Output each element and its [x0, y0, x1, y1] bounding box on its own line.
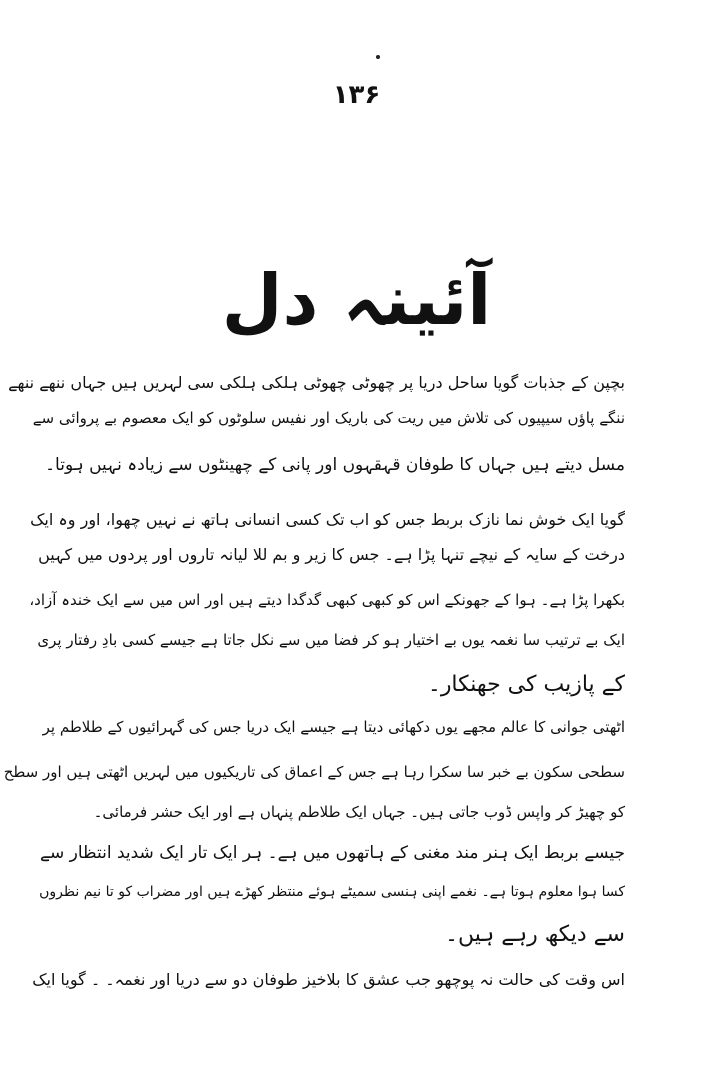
page-number: ۱۳۶ [332, 80, 381, 110]
text-line: جیسے بربط ایک ہنر مند مغنی کے ہاتھوں میں ہے۔ ہر ایک تار ایک شدید انتظار سے [40, 843, 625, 863]
text-line: سطحی سکون بے خبر سا سکرا رہا ہے جس کے اعماق کی تاریکیوں میں لہریں اٹھتی ہیں اور سطح [3, 763, 625, 781]
text-line: کو چھیڑ کر واپس ڈوب جاتی ہیں۔ جہاں ایک طلاطم پنہاں ہے اور ایک حشر فرمائی۔ [93, 803, 625, 821]
text-line: اٹھتی جوانی کا عالم مجھے یوں دکھائی دیتا ہے جیسے ایک دریا جس کی گہرائیوں کے طلاطم پر [42, 718, 625, 736]
text-line: ایک بے ترتیب سا نغمہ یوں بے اختیار ہو کر فضا میں سے نکل جاتا ہے جیسے کسی بادِ رفتار پری [37, 631, 625, 649]
text-line: کسا ہوا معلوم ہوتا ہے۔ نغمے اپنی ہنسی سمیٹے ہوئے منتظر کھڑے ہیں اور مضراب کو تا نیم نظروں [39, 884, 625, 900]
text-line: بچپن کے جذبات گویا ساحل دریا پر چھوٹی چھوٹی ہلکی ہلکی سی لہریں ہیں جہاں ننھے ننھے [8, 373, 625, 392]
text-line: مسل دیتے ہیں جہاں کا طوفان قہقہوں اور پانی کے چھینٹوں سے زیادہ نہیں ہوتا۔ [45, 455, 625, 475]
text-line: بکھرا پڑا ہے۔ ہوا کے جھونکے اس کو کبھی کبھی گدگدا دیتے ہیں اور اس میں سے ایک خندہ آزاد، [29, 591, 625, 609]
text-line: سے دیکھ رہے ہیں۔ [445, 922, 625, 947]
chapter-title: آئینہ دل [221, 259, 492, 341]
text-line: درخت کے سایہ کے نیچے تنہا پڑا ہے۔ جس کا زیر و بم للا لیانہ تاروں اور پردوں میں کہیں [38, 545, 625, 564]
text-line: کے پازیب کی جھنکار۔ [427, 672, 625, 697]
text-line: گویا ایک خوش نما نازک بربط جس کو اب تک کسی انسانی ہاتھ نے نہیں چھوا، اور وہ ایک [30, 510, 625, 529]
ink-dot [376, 55, 380, 59]
text-line: ننگے پاؤں سیپیوں کی تلاش میں ریت کی باریک اور نفیس سلوٹوں کو ایک معصوم بے پروائی سے [32, 409, 625, 427]
text-line: اس وقت کی حالت نہ پوچھو جب عشق کا بلاخیز طوفان دو سے دریا اور نغمہ۔ ۔ گویا ایک [32, 970, 625, 989]
